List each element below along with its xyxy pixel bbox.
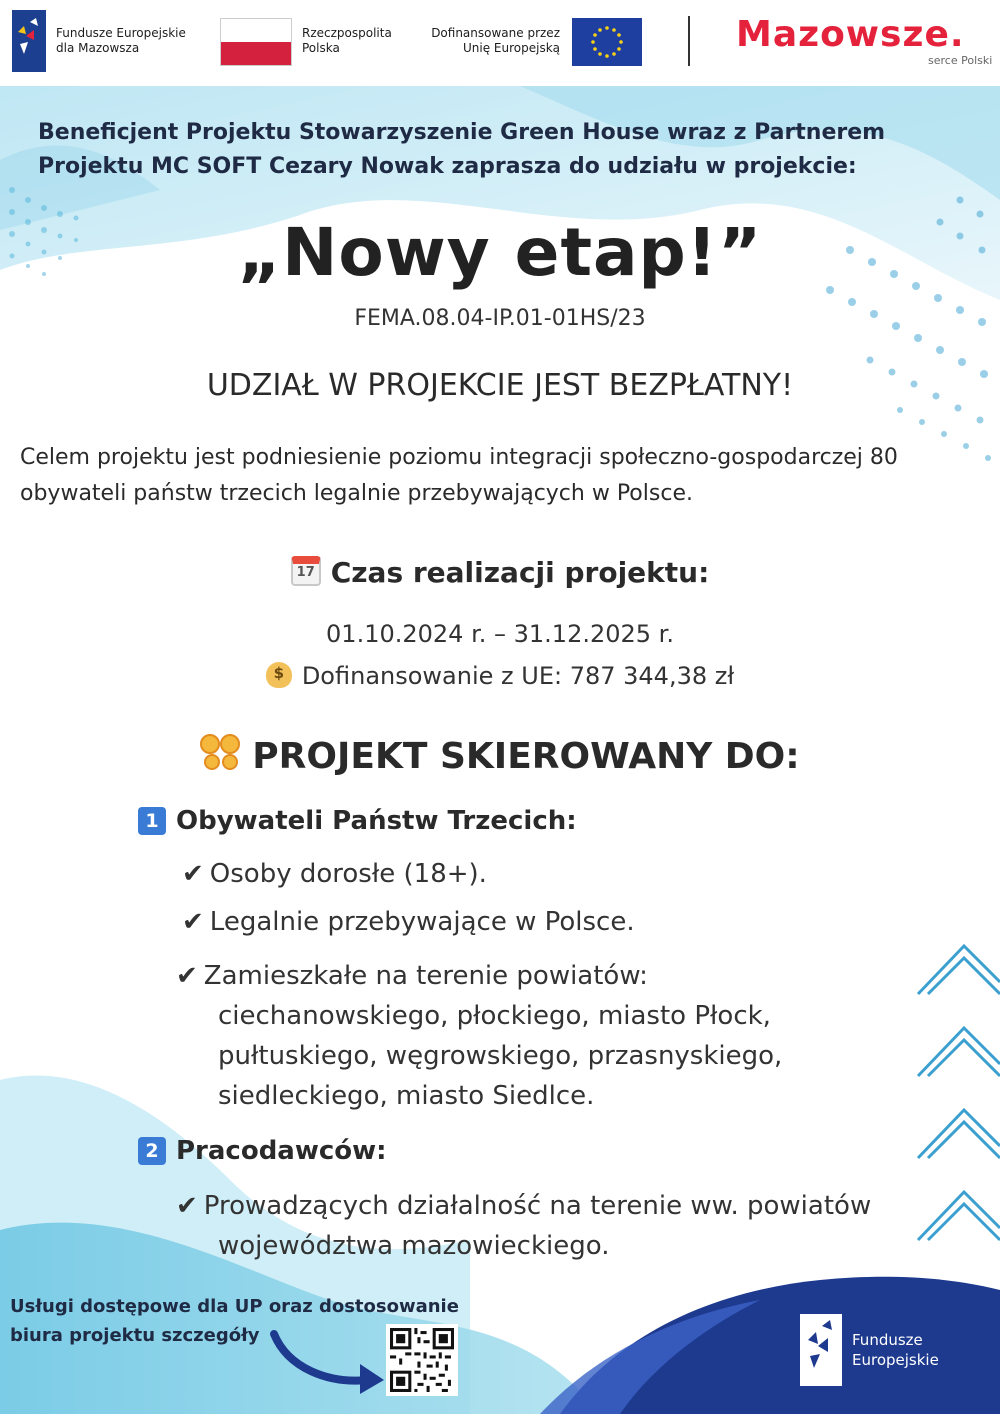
logo-divider — [688, 16, 690, 66]
project-code: FEMA.08.04-IP.01-01HS/23 — [354, 306, 646, 331]
timeline-heading — [0, 556, 1000, 589]
fundusze-europejskie-flag-icon — [12, 10, 46, 72]
mazowsze-logo: Mazowsze. — [736, 14, 965, 55]
list-item-text: Legalnie przebywające w Polsce. — [209, 907, 635, 937]
number-1-icon: 1 — [138, 807, 166, 835]
list-item-text: Zamieszkałe na terenie powiatów: — [203, 961, 648, 991]
funding-text: Dofinansowanie z UE: 787 344,38 zł — [301, 662, 735, 690]
list-item — [182, 902, 635, 942]
intro-text: Beneficjent Projektu Stowarzyszenie Green House wraz z Partnerem Projektu MC SOFT Cezary Nowak zaprasza do udziału w projekcie: — [38, 120, 886, 179]
eu-label-line-2: Unię Europejską — [462, 41, 560, 55]
checkmark-icon: ✔ — [182, 859, 204, 889]
project-goal: Celem projektu jest podniesienie poziomu integracji społeczno-gospodarczej 80 obywateli państw trzecich legalnie przebywających w Polsce. — [20, 445, 898, 506]
fe-footer-line-1: Fundusze — [852, 1331, 923, 1349]
eu-flag-icon — [572, 18, 642, 66]
rp-label-line-2: Polska — [302, 41, 340, 55]
accessibility-note-line-1: Usługi dostępowe dla UP oraz dostosowanie — [10, 1296, 459, 1317]
timeline-heading-text: Czas realizacji projektu: — [330, 556, 710, 589]
district-line: siedleckiego, miasto Siedlce. — [218, 1081, 595, 1111]
free-notice: UDZIAŁ W PROJEKCIE JEST BEZPŁATNY! — [206, 368, 794, 403]
target-heading-text: PROJEKT SKIEROWANY DO: — [252, 736, 800, 777]
fe-footer-line-2: Europejskie — [852, 1351, 939, 1369]
group-2-title: Pracodawców: — [176, 1136, 387, 1166]
polish-flag-icon — [220, 18, 292, 66]
list-item — [176, 956, 782, 1116]
fe-label-line-1: Fundusze Europejskie — [56, 26, 186, 40]
rp-label-line-1: Rzeczpospolita — [302, 26, 392, 40]
logo-bar — [0, 0, 1000, 86]
fe-label-line-2: dla Mazowsza — [56, 41, 140, 55]
eu-label-line-1: Dofinansowane przez — [431, 26, 560, 40]
qr-code[interactable] — [386, 1324, 458, 1396]
chevron-up-decoration-icon — [914, 926, 1000, 1246]
funding-line — [0, 662, 1000, 690]
checkmark-icon: ✔ — [182, 907, 204, 937]
district-line: pułtuskiego, węgrowskiego, przasnyskiego, — [218, 1041, 783, 1071]
list-item-text: Osoby dorosłe (18+). — [209, 859, 487, 889]
fe-footer-label — [852, 1330, 1000, 1370]
list-item — [182, 854, 487, 894]
fe-mazowsza-label — [56, 26, 186, 56]
list-item — [176, 1186, 871, 1266]
list-item-continuation: województwa mazowieckiego. — [218, 1231, 610, 1261]
checkmark-icon: ✔ — [176, 1191, 198, 1221]
fundusze-europejskie-icon — [800, 1314, 842, 1386]
arrow-icon — [268, 1328, 388, 1398]
project-title: „Nowy etap!” — [237, 214, 763, 291]
group-2-heading — [138, 1136, 387, 1166]
group-1-heading — [138, 806, 577, 836]
family-icon — [200, 734, 242, 774]
project-dates: 01.10.2024 r. – 31.12.2025 r. — [326, 620, 674, 648]
mazowsze-tagline: serce Polski — [928, 54, 993, 67]
checkmark-icon: ✔ — [176, 961, 198, 991]
group-1-title: Obywateli Państw Trzecich: — [176, 806, 577, 836]
accessibility-note-line-2: biura projektu szczegóły — [10, 1325, 260, 1346]
money-bag-icon — [266, 662, 292, 688]
list-item-text: Prowadzących działalność na terenie ww. powiatów — [203, 1191, 872, 1221]
eu-label — [420, 26, 560, 56]
target-heading — [0, 734, 1000, 777]
rp-label — [302, 26, 392, 56]
number-2-icon: 2 — [138, 1137, 166, 1165]
calendar-icon — [291, 556, 321, 586]
district-line: ciechanowskiego, płockiego, miasto Płock, — [218, 1001, 771, 1031]
